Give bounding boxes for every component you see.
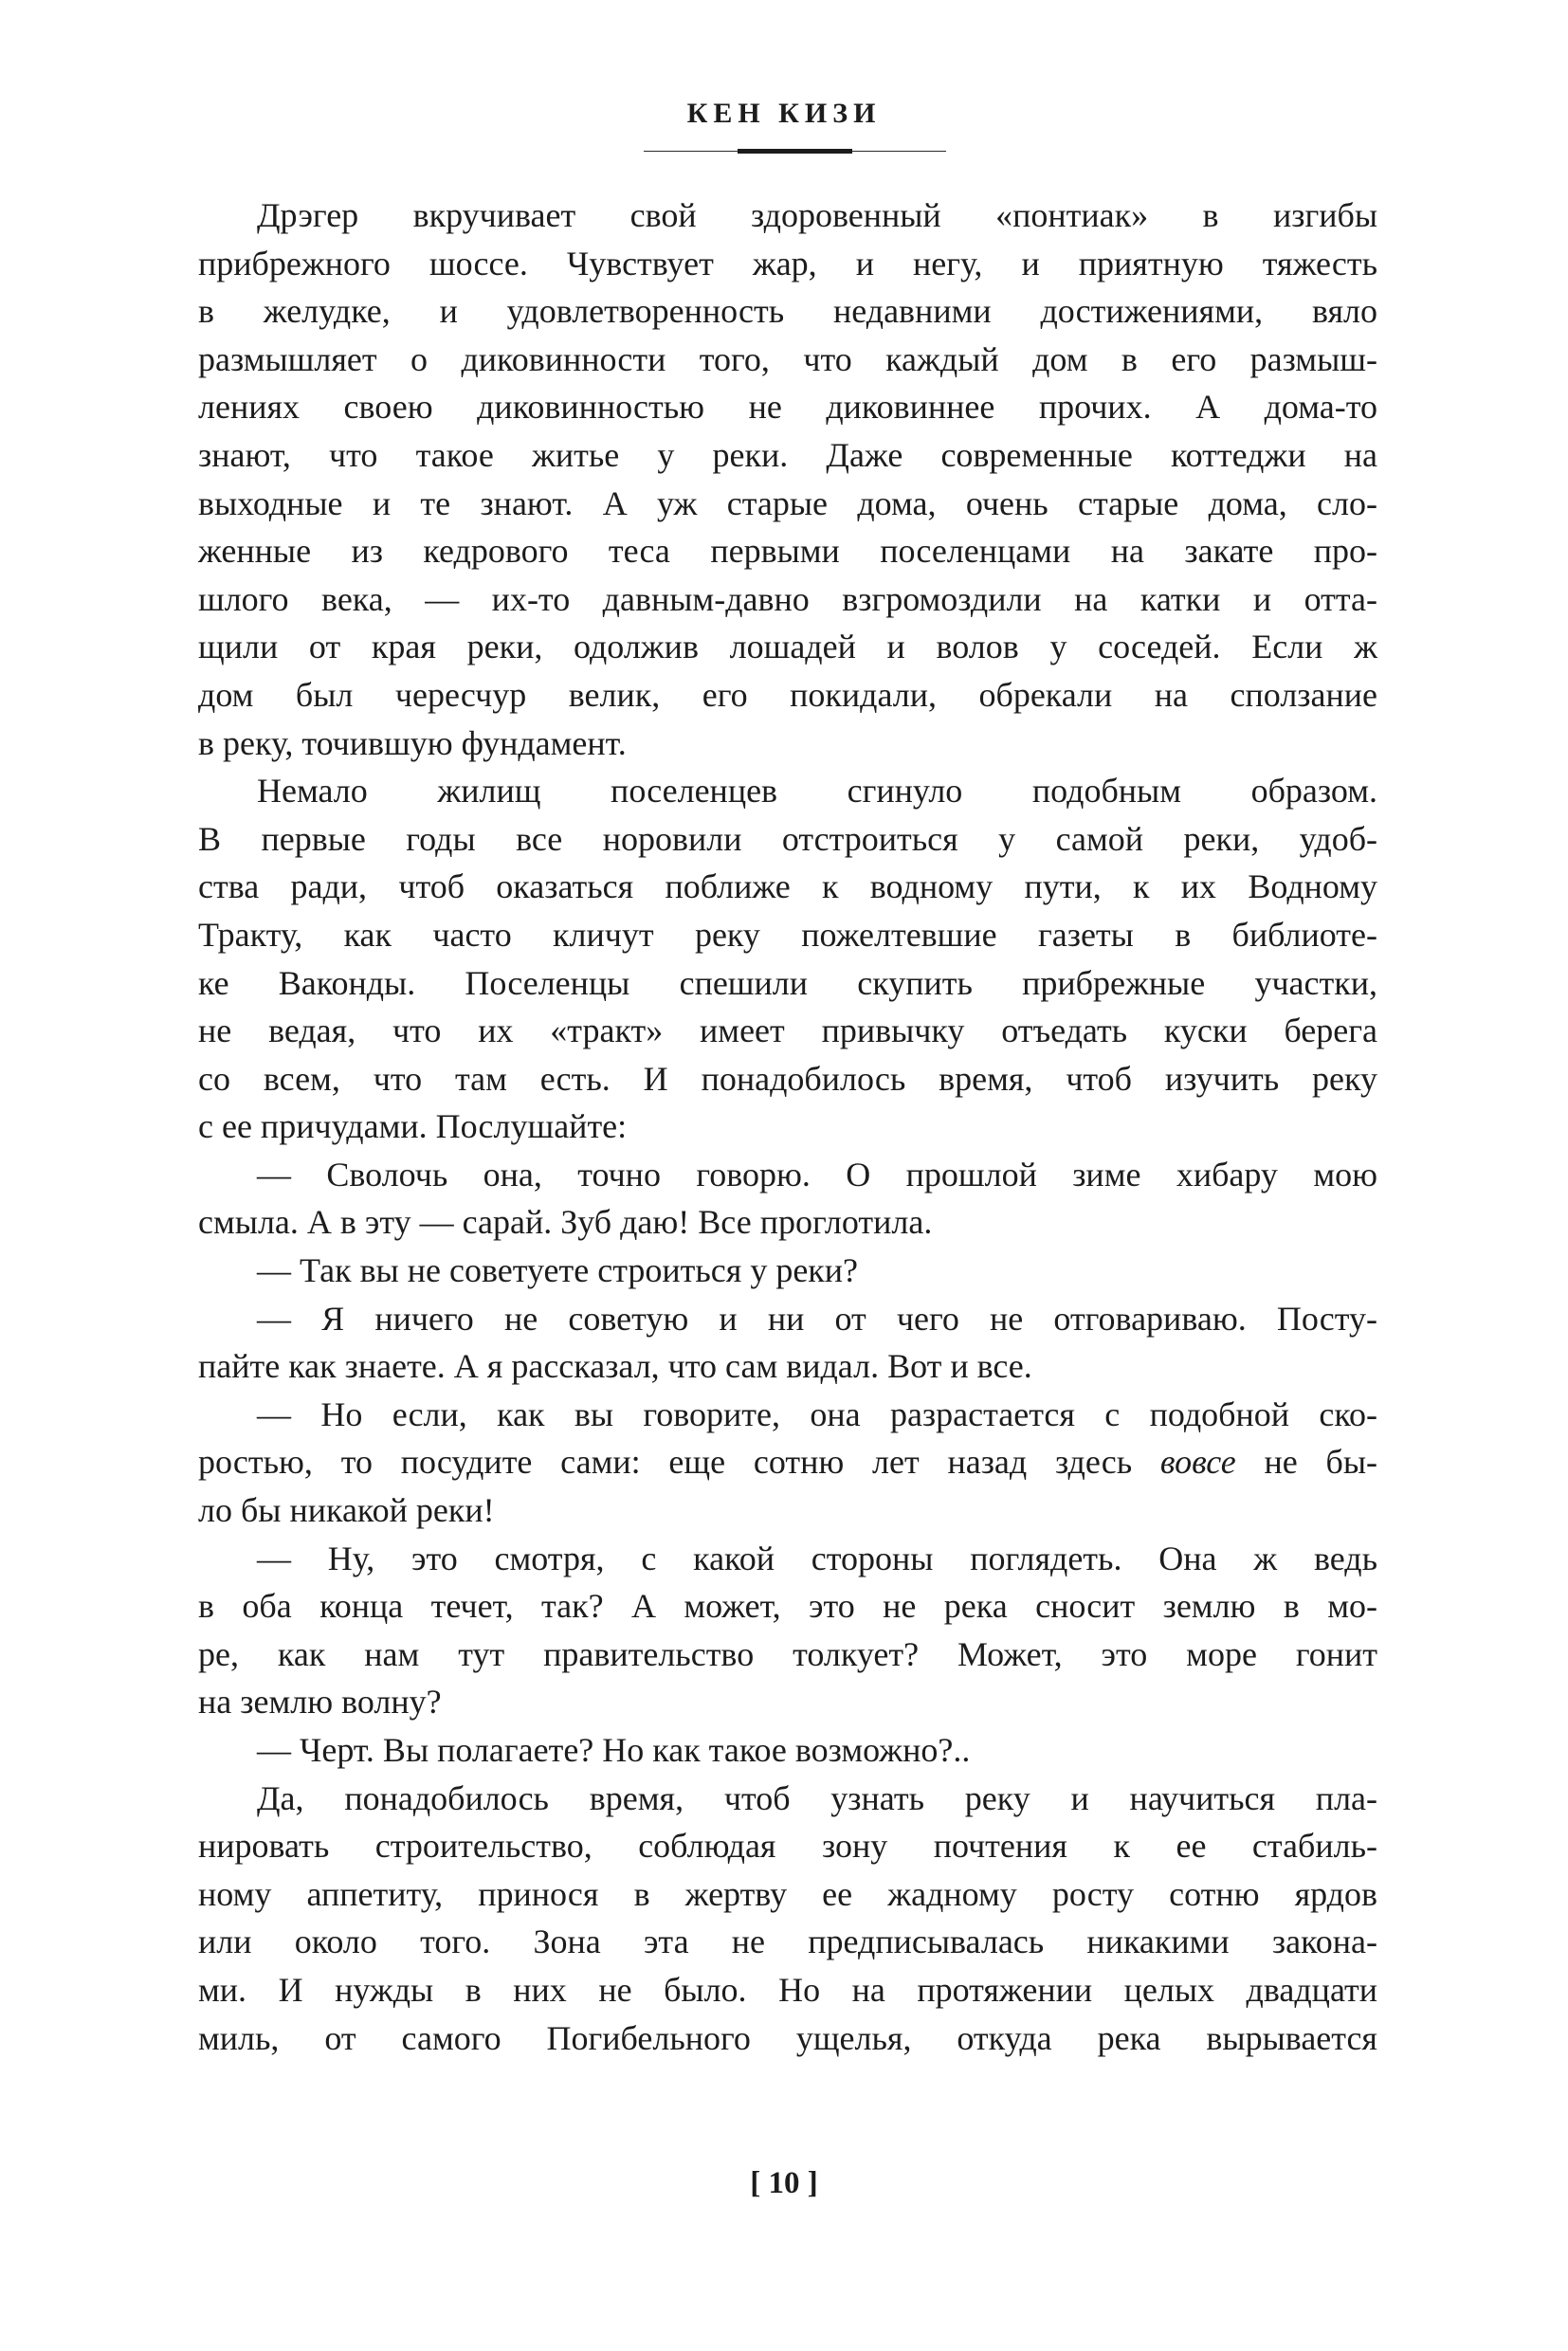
text-line: — Я ничего не советую и ни от чего не отговариваю. Посту- — [257, 1299, 1377, 1338]
text-line: шлого века, — их-то давным-давно взгромоздили на катки и отта- — [198, 579, 1377, 618]
text-line: щили от края реки, одолжив лошадей и волов у соседей. Если ж — [198, 628, 1377, 666]
body-text — [198, 191, 1377, 2062]
text-line: Да, понадобилось время, чтоб узнать реку и научиться пла- — [257, 1778, 1377, 1817]
text-line: со всем, что там есть. И понадобилось время, чтоб изучить реку — [198, 1059, 1377, 1098]
text-line: Дрэгер вкручивает свой здоровенный «понтиак» в изгибы — [257, 196, 1377, 234]
text-line: пайте как знаете. А я рассказал, что сам видал. Вот и все. — [198, 1347, 1032, 1386]
text-line: — Ну, это смотря, с какой стороны поглядеть. Она ж ведь — [257, 1539, 1377, 1577]
text-line: ре, как нам тут правительство толкует? Может, это море гонит — [198, 1634, 1377, 1673]
text-line: выходные и те знают. А уж старые дома, очень старые дома, сло- — [198, 483, 1377, 522]
text-line: миль, от самого Погибельного ущелья, откуда река вырывается — [198, 2018, 1377, 2057]
emphasis-word: вовсе — [1159, 1443, 1236, 1482]
text-line: — Так вы не советуете строиться у реки? — [257, 1251, 859, 1290]
text-line: на землю волну? — [198, 1683, 442, 1722]
text-line: — Сволочь она, точно говорю. О прошлой зиме хибару мою — [257, 1155, 1377, 1194]
text-line: дом был чересчур велик, его покидали, обрекали на сползание — [198, 675, 1377, 714]
text-line: ло бы никакой реки! — [198, 1491, 495, 1530]
text-line: ному аппетиту, принося в жертву ее жадному росту сотню ярдов — [198, 1874, 1377, 1913]
text-line: женные из кедрового теса первыми поселенцами на закате про- — [198, 532, 1377, 571]
text-line: ства ради, чтоб оказаться поближе к водному пути, к их Водному — [198, 867, 1377, 906]
page-number: [ 10 ] — [750, 2166, 818, 2200]
text-line — [198, 1438, 1377, 1486]
text-fragment: ростью, то посудите сами: еще сотню лет назад здесь — [198, 1443, 1160, 1482]
text-line: не ведая, что их «тракт» имеет привычку отъедать куски берега — [198, 1011, 1377, 1050]
text-line: смыла. А в эту — сарай. Зуб даю! Все проглотила. — [198, 1203, 933, 1242]
text-line: лениях своею диковинностью не диковиннее прочих. А дома-то — [198, 388, 1377, 427]
text-line: размышляет о диковинности того, что каждый дом в его размыш- — [198, 339, 1377, 378]
text-line: Тракту, как часто кличут реку пожелтевшие газеты в библиоте- — [198, 915, 1377, 954]
text-line: в оба конца течет, так? А может, это не река сносит землю в мо- — [198, 1587, 1377, 1626]
text-line: в желудке, и удовлетворенность недавними достижениями, вяло — [198, 292, 1377, 331]
text-line: прибрежного шоссе. Чувствует жар, и негу, и приятную тяжесть — [198, 244, 1377, 282]
text-line: с ее причудами. Послушайте: — [198, 1107, 628, 1146]
text-line: В первые годы все норовили отстроиться у самой реки, удоб- — [198, 819, 1377, 858]
text-line: или около того. Зона эта не предписывалась никакими закона- — [198, 1923, 1377, 1961]
text-line: — Но если, как вы говорите, она разрастается с подобной ско- — [257, 1394, 1377, 1433]
text-fragment: не бы- — [1235, 1443, 1377, 1482]
text-line: знают, что такое житье у реки. Даже современные коттеджи на — [198, 435, 1377, 474]
text-line: — Черт. Вы полагаете? Но как такое возможно?.. — [257, 1731, 971, 1769]
header-rule-accent — [738, 149, 852, 154]
running-head-author: КЕН КИЗИ — [686, 98, 882, 129]
text-line: Немало жилищ поселенцев сгинуло подобным образом. — [257, 772, 1377, 811]
text-line: ми. И нужды в них не было. Но на протяжении целых двадцати — [198, 1970, 1377, 2009]
text-line: в реку, точившую фундамент. — [198, 723, 627, 762]
text-line: нировать строительство, соблюдая зону почтения к ее стабиль- — [198, 1827, 1377, 1866]
text-line: ке Ваконды. Поселенцы спешили скупить прибрежные участки, — [198, 963, 1377, 1002]
